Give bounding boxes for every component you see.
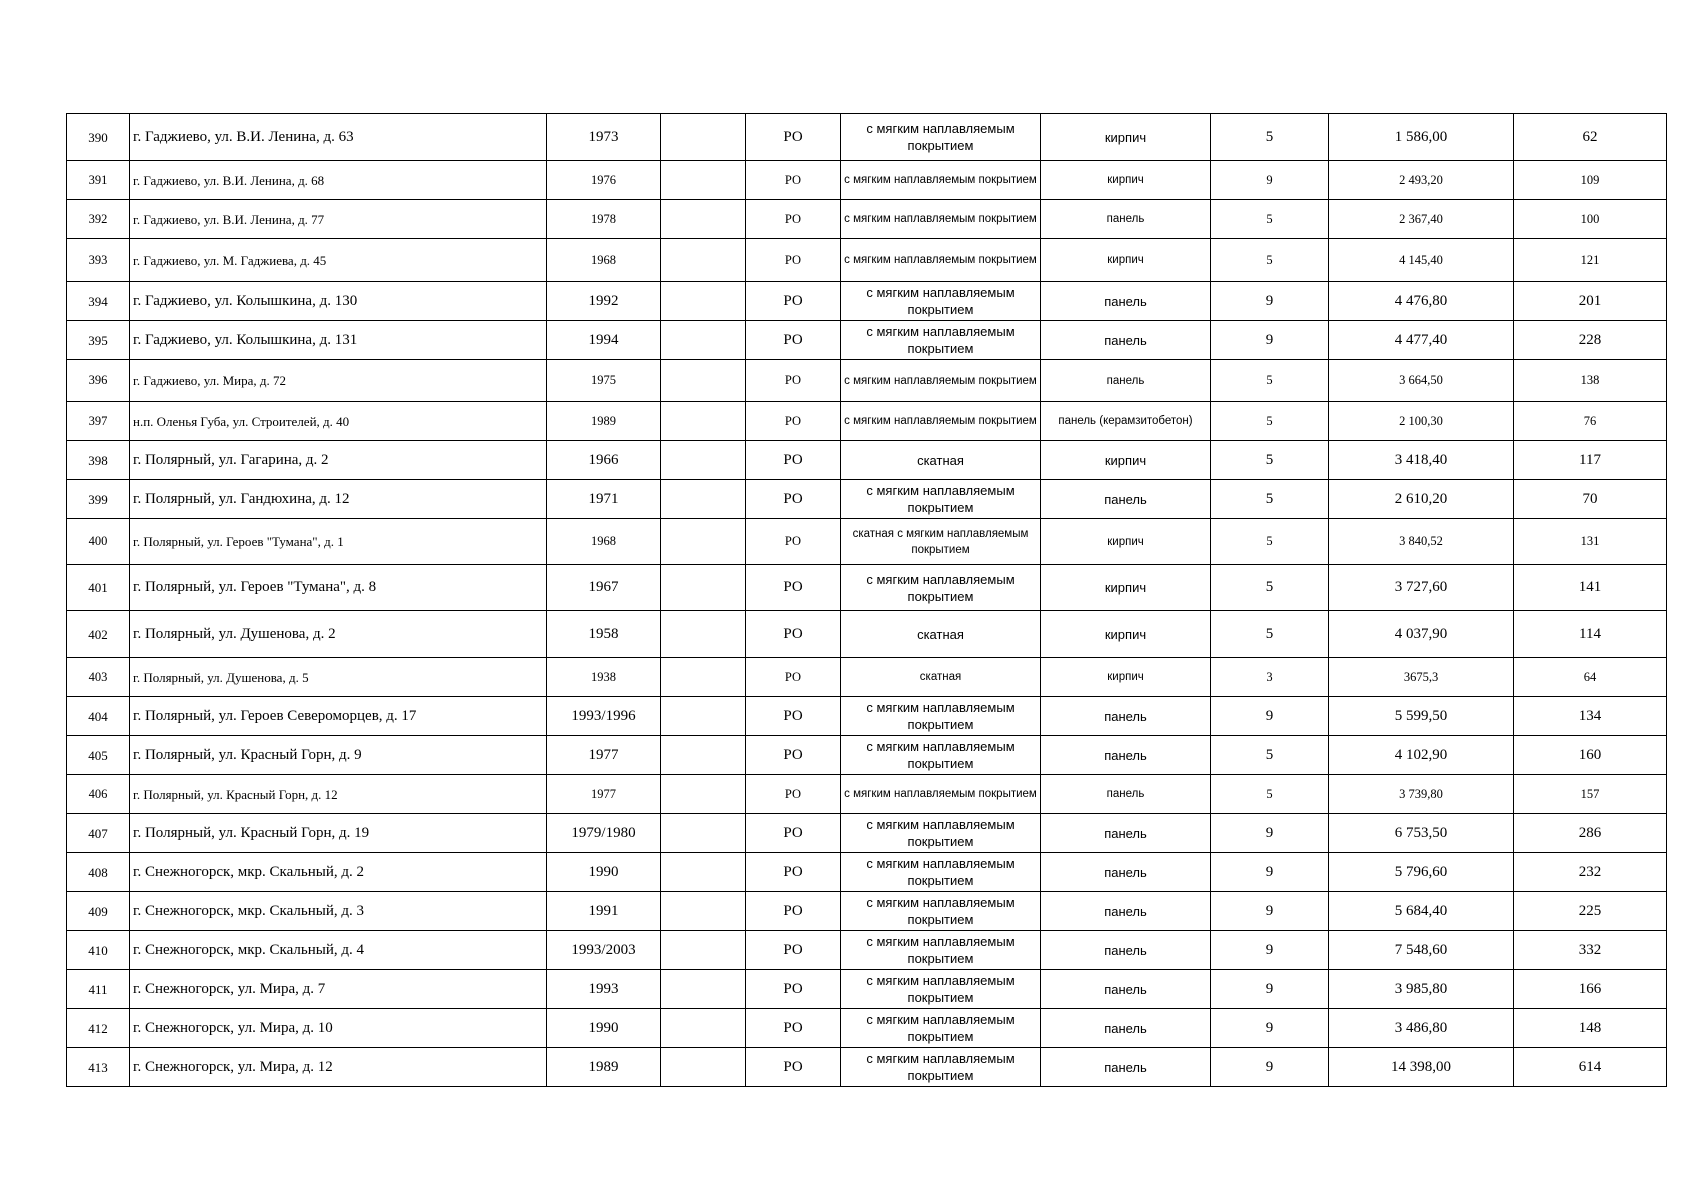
- table-row: [67, 814, 1667, 853]
- year-built-cell: 1989: [547, 402, 661, 441]
- floors-cell: 3: [1211, 658, 1329, 697]
- roof-type-cell: с мягким наплавляемым покрытием: [841, 360, 1041, 402]
- row-number-cell: 413: [67, 1048, 130, 1087]
- floors-cell: 5: [1211, 775, 1329, 814]
- empty-cell: [661, 519, 746, 565]
- table-row: [67, 658, 1667, 697]
- address-cell: г. Гаджиево, ул. М. Гаджиева, д. 45: [130, 239, 547, 282]
- floors-cell: 5: [1211, 239, 1329, 282]
- roof-type-cell: с мягким наплавляемым покрытием: [841, 814, 1041, 853]
- address-cell: г. Снежногорск, мкр. Скальный, д. 4: [130, 931, 547, 970]
- table-row: [67, 931, 1667, 970]
- residents-cell: 157: [1514, 775, 1667, 814]
- empty-cell: [661, 1048, 746, 1087]
- table-row: [67, 402, 1667, 441]
- area-cell: 3 727,60: [1329, 565, 1514, 611]
- ownership-type-cell: РО: [746, 114, 841, 161]
- roof-type-cell: с мягким наплавляемым покрытием: [841, 853, 1041, 892]
- empty-cell: [661, 658, 746, 697]
- residents-cell: 160: [1514, 736, 1667, 775]
- row-number-cell: 402: [67, 611, 130, 658]
- empty-cell: [661, 441, 746, 480]
- year-built-cell: 1968: [547, 239, 661, 282]
- wall-material-cell: кирпич: [1041, 441, 1211, 480]
- ownership-type-cell: РО: [746, 402, 841, 441]
- floors-cell: 5: [1211, 200, 1329, 239]
- year-built-cell: 1968: [547, 519, 661, 565]
- wall-material-cell: панель: [1041, 853, 1211, 892]
- year-built-cell: 1975: [547, 360, 661, 402]
- roof-type-cell: скатная: [841, 658, 1041, 697]
- wall-material-cell: панель: [1041, 697, 1211, 736]
- table-row: [67, 360, 1667, 402]
- address-cell: г. Гаджиево, ул. Колышкина, д. 130: [130, 282, 547, 321]
- area-cell: 5 796,60: [1329, 853, 1514, 892]
- table-row: [67, 1009, 1667, 1048]
- residents-cell: 114: [1514, 611, 1667, 658]
- floors-cell: 9: [1211, 321, 1329, 360]
- roof-type-cell: с мягким наплавляемым покрытием: [841, 1009, 1041, 1048]
- wall-material-cell: панель: [1041, 814, 1211, 853]
- roof-type-cell: скатная с мягким наплавляемым покрытием: [841, 519, 1041, 565]
- address-cell: г. Полярный, ул. Героев Североморцев, д. 17: [130, 697, 547, 736]
- year-built-cell: 1971: [547, 480, 661, 519]
- address-cell: г. Полярный, ул. Душенова, д. 2: [130, 611, 547, 658]
- year-built-cell: 1993/1996: [547, 697, 661, 736]
- row-number-cell: 406: [67, 775, 130, 814]
- area-cell: 3 985,80: [1329, 970, 1514, 1009]
- area-cell: 3675,3: [1329, 658, 1514, 697]
- area-cell: 14 398,00: [1329, 1048, 1514, 1087]
- address-cell: г. Снежногорск, ул. Мира, д. 10: [130, 1009, 547, 1048]
- area-cell: 3 739,80: [1329, 775, 1514, 814]
- wall-material-cell: панель: [1041, 892, 1211, 931]
- wall-material-cell: кирпич: [1041, 239, 1211, 282]
- row-number-cell: 400: [67, 519, 130, 565]
- table-row: [67, 892, 1667, 931]
- ownership-type-cell: РО: [746, 775, 841, 814]
- ownership-type-cell: РО: [746, 1048, 841, 1087]
- table-row: [67, 282, 1667, 321]
- residents-cell: 76: [1514, 402, 1667, 441]
- ownership-type-cell: РО: [746, 853, 841, 892]
- floors-cell: 5: [1211, 402, 1329, 441]
- row-number-cell: 399: [67, 480, 130, 519]
- empty-cell: [661, 970, 746, 1009]
- residents-cell: 286: [1514, 814, 1667, 853]
- wall-material-cell: панель: [1041, 321, 1211, 360]
- ownership-type-cell: РО: [746, 161, 841, 200]
- empty-cell: [661, 321, 746, 360]
- address-cell: г. Полярный, ул. Красный Горн, д. 19: [130, 814, 547, 853]
- row-number-cell: 396: [67, 360, 130, 402]
- empty-cell: [661, 814, 746, 853]
- empty-cell: [661, 853, 746, 892]
- table-row: [67, 970, 1667, 1009]
- ownership-type-cell: РО: [746, 239, 841, 282]
- year-built-cell: 1990: [547, 1009, 661, 1048]
- roof-type-cell: с мягким наплавляемым покрытием: [841, 970, 1041, 1009]
- wall-material-cell: панель: [1041, 200, 1211, 239]
- empty-cell: [661, 200, 746, 239]
- table-row: [67, 565, 1667, 611]
- table-row: [67, 697, 1667, 736]
- row-number-cell: 392: [67, 200, 130, 239]
- roof-type-cell: с мягким наплавляемым покрытием: [841, 1048, 1041, 1087]
- roof-type-cell: с мягким наплавляемым покрытием: [841, 736, 1041, 775]
- residents-cell: 225: [1514, 892, 1667, 931]
- area-cell: 6 753,50: [1329, 814, 1514, 853]
- ownership-type-cell: РО: [746, 814, 841, 853]
- empty-cell: [661, 282, 746, 321]
- address-cell: г. Снежногорск, мкр. Скальный, д. 2: [130, 853, 547, 892]
- area-cell: 3 840,52: [1329, 519, 1514, 565]
- address-cell: н.п. Оленья Губа, ул. Строителей, д. 40: [130, 402, 547, 441]
- wall-material-cell: кирпич: [1041, 658, 1211, 697]
- address-cell: г. Полярный, ул. Героев "Тумана", д. 8: [130, 565, 547, 611]
- row-number-cell: 394: [67, 282, 130, 321]
- roof-type-cell: с мягким наплавляемым покрытием: [841, 892, 1041, 931]
- floors-cell: 5: [1211, 360, 1329, 402]
- area-cell: 2 367,40: [1329, 200, 1514, 239]
- area-cell: 4 145,40: [1329, 239, 1514, 282]
- floors-cell: 5: [1211, 611, 1329, 658]
- area-cell: 2 610,20: [1329, 480, 1514, 519]
- empty-cell: [661, 736, 746, 775]
- row-number-cell: 408: [67, 853, 130, 892]
- table-row: [67, 114, 1667, 161]
- empty-cell: [661, 161, 746, 200]
- floors-cell: 5: [1211, 519, 1329, 565]
- row-number-cell: 390: [67, 114, 130, 161]
- roof-type-cell: с мягким наплавляемым покрытием: [841, 321, 1041, 360]
- table-row: [67, 200, 1667, 239]
- ownership-type-cell: РО: [746, 565, 841, 611]
- empty-cell: [661, 1009, 746, 1048]
- ownership-type-cell: РО: [746, 892, 841, 931]
- residents-cell: 100: [1514, 200, 1667, 239]
- ownership-type-cell: РО: [746, 282, 841, 321]
- address-cell: г. Снежногорск, мкр. Скальный, д. 3: [130, 892, 547, 931]
- wall-material-cell: кирпич: [1041, 114, 1211, 161]
- table-row: [67, 519, 1667, 565]
- year-built-cell: 1992: [547, 282, 661, 321]
- residents-cell: 332: [1514, 931, 1667, 970]
- year-built-cell: 1979/1980: [547, 814, 661, 853]
- address-cell: г. Полярный, ул. Гагарина, д. 2: [130, 441, 547, 480]
- wall-material-cell: панель: [1041, 736, 1211, 775]
- area-cell: 3 486,80: [1329, 1009, 1514, 1048]
- year-built-cell: 1938: [547, 658, 661, 697]
- floors-cell: 9: [1211, 892, 1329, 931]
- residents-cell: 109: [1514, 161, 1667, 200]
- residents-cell: 117: [1514, 441, 1667, 480]
- roof-type-cell: скатная: [841, 611, 1041, 658]
- residents-cell: 131: [1514, 519, 1667, 565]
- roof-type-cell: с мягким наплавляемым покрытием: [841, 480, 1041, 519]
- row-number-cell: 412: [67, 1009, 130, 1048]
- empty-cell: [661, 565, 746, 611]
- row-number-cell: 398: [67, 441, 130, 480]
- ownership-type-cell: РО: [746, 697, 841, 736]
- ownership-type-cell: РО: [746, 480, 841, 519]
- floors-cell: 9: [1211, 282, 1329, 321]
- residents-cell: 70: [1514, 480, 1667, 519]
- roof-type-cell: с мягким наплавляемым покрытием: [841, 931, 1041, 970]
- residents-cell: 141: [1514, 565, 1667, 611]
- residents-cell: 134: [1514, 697, 1667, 736]
- table-row: [67, 441, 1667, 480]
- address-cell: г. Полярный, ул. Душенова, д. 5: [130, 658, 547, 697]
- year-built-cell: 1973: [547, 114, 661, 161]
- wall-material-cell: панель: [1041, 480, 1211, 519]
- year-built-cell: 1993: [547, 970, 661, 1009]
- residents-cell: 138: [1514, 360, 1667, 402]
- empty-cell: [661, 480, 746, 519]
- empty-cell: [661, 402, 746, 441]
- roof-type-cell: с мягким наплавляемым покрытием: [841, 114, 1041, 161]
- wall-material-cell: панель (керамзитобетон): [1041, 402, 1211, 441]
- table-row: [67, 321, 1667, 360]
- table-row: [67, 853, 1667, 892]
- residents-cell: 148: [1514, 1009, 1667, 1048]
- table-row: [67, 775, 1667, 814]
- table-body: [67, 114, 1667, 1087]
- wall-material-cell: панель: [1041, 1009, 1211, 1048]
- roof-type-cell: с мягким наплавляемым покрытием: [841, 402, 1041, 441]
- empty-cell: [661, 697, 746, 736]
- wall-material-cell: кирпич: [1041, 161, 1211, 200]
- row-number-cell: 404: [67, 697, 130, 736]
- row-number-cell: 405: [67, 736, 130, 775]
- roof-type-cell: с мягким наплавляемым покрытием: [841, 282, 1041, 321]
- year-built-cell: 1991: [547, 892, 661, 931]
- table-row: [67, 161, 1667, 200]
- year-built-cell: 1977: [547, 775, 661, 814]
- ownership-type-cell: РО: [746, 931, 841, 970]
- area-cell: 2 493,20: [1329, 161, 1514, 200]
- row-number-cell: 393: [67, 239, 130, 282]
- housing-register-table: [66, 113, 1667, 1087]
- floors-cell: 5: [1211, 441, 1329, 480]
- row-number-cell: 410: [67, 931, 130, 970]
- roof-type-cell: с мягким наплавляемым покрытием: [841, 200, 1041, 239]
- residents-cell: 228: [1514, 321, 1667, 360]
- row-number-cell: 407: [67, 814, 130, 853]
- ownership-type-cell: РО: [746, 736, 841, 775]
- ownership-type-cell: РО: [746, 611, 841, 658]
- table-row: [67, 239, 1667, 282]
- address-cell: г. Снежногорск, ул. Мира, д. 7: [130, 970, 547, 1009]
- row-number-cell: 397: [67, 402, 130, 441]
- floors-cell: 5: [1211, 565, 1329, 611]
- wall-material-cell: панель: [1041, 775, 1211, 814]
- ownership-type-cell: РО: [746, 360, 841, 402]
- residents-cell: 232: [1514, 853, 1667, 892]
- address-cell: г. Полярный, ул. Гандюхина, д. 12: [130, 480, 547, 519]
- ownership-type-cell: РО: [746, 970, 841, 1009]
- area-cell: 3 664,50: [1329, 360, 1514, 402]
- wall-material-cell: панель: [1041, 282, 1211, 321]
- empty-cell: [661, 931, 746, 970]
- year-built-cell: 1967: [547, 565, 661, 611]
- area-cell: 5 684,40: [1329, 892, 1514, 931]
- wall-material-cell: кирпич: [1041, 611, 1211, 658]
- wall-material-cell: кирпич: [1041, 565, 1211, 611]
- residents-cell: 64: [1514, 658, 1667, 697]
- row-number-cell: 411: [67, 970, 130, 1009]
- floors-cell: 5: [1211, 480, 1329, 519]
- residents-cell: 121: [1514, 239, 1667, 282]
- floors-cell: 9: [1211, 161, 1329, 200]
- roof-type-cell: с мягким наплавляемым покрытием: [841, 775, 1041, 814]
- address-cell: г. Гаджиево, ул. В.И. Ленина, д. 63: [130, 114, 547, 161]
- ownership-type-cell: РО: [746, 321, 841, 360]
- area-cell: 2 100,30: [1329, 402, 1514, 441]
- roof-type-cell: с мягким наплавляемым покрытием: [841, 239, 1041, 282]
- row-number-cell: 395: [67, 321, 130, 360]
- area-cell: 4 037,90: [1329, 611, 1514, 658]
- area-cell: 1 586,00: [1329, 114, 1514, 161]
- ownership-type-cell: РО: [746, 200, 841, 239]
- residents-cell: 166: [1514, 970, 1667, 1009]
- empty-cell: [661, 892, 746, 931]
- address-cell: г. Гаджиево, ул. В.И. Ленина, д. 77: [130, 200, 547, 239]
- address-cell: г. Полярный, ул. Героев "Тумана", д. 1: [130, 519, 547, 565]
- area-cell: 5 599,50: [1329, 697, 1514, 736]
- residents-cell: 201: [1514, 282, 1667, 321]
- ownership-type-cell: РО: [746, 1009, 841, 1048]
- residents-cell: 614: [1514, 1048, 1667, 1087]
- address-cell: г. Полярный, ул. Красный Горн, д. 12: [130, 775, 547, 814]
- roof-type-cell: с мягким наплавляемым покрытием: [841, 697, 1041, 736]
- table-row: [67, 736, 1667, 775]
- empty-cell: [661, 239, 746, 282]
- wall-material-cell: панель: [1041, 1048, 1211, 1087]
- ownership-type-cell: РО: [746, 519, 841, 565]
- year-built-cell: 1977: [547, 736, 661, 775]
- year-built-cell: 1993/2003: [547, 931, 661, 970]
- floors-cell: 5: [1211, 114, 1329, 161]
- wall-material-cell: панель: [1041, 931, 1211, 970]
- table-row: [67, 1048, 1667, 1087]
- empty-cell: [661, 611, 746, 658]
- address-cell: г. Гаджиево, ул. В.И. Ленина, д. 68: [130, 161, 547, 200]
- empty-cell: [661, 114, 746, 161]
- address-cell: г. Снежногорск, ул. Мира, д. 12: [130, 1048, 547, 1087]
- year-built-cell: 1989: [547, 1048, 661, 1087]
- floors-cell: 9: [1211, 853, 1329, 892]
- floors-cell: 9: [1211, 970, 1329, 1009]
- ownership-type-cell: РО: [746, 441, 841, 480]
- row-number-cell: 409: [67, 892, 130, 931]
- roof-type-cell: с мягким наплавляемым покрытием: [841, 565, 1041, 611]
- area-cell: 7 548,60: [1329, 931, 1514, 970]
- roof-type-cell: скатная: [841, 441, 1041, 480]
- year-built-cell: 1958: [547, 611, 661, 658]
- year-built-cell: 1994: [547, 321, 661, 360]
- empty-cell: [661, 775, 746, 814]
- year-built-cell: 1966: [547, 441, 661, 480]
- floors-cell: 9: [1211, 931, 1329, 970]
- residents-cell: 62: [1514, 114, 1667, 161]
- floors-cell: 9: [1211, 1009, 1329, 1048]
- address-cell: г. Гаджиево, ул. Колышкина, д. 131: [130, 321, 547, 360]
- row-number-cell: 391: [67, 161, 130, 200]
- wall-material-cell: кирпич: [1041, 519, 1211, 565]
- empty-cell: [661, 360, 746, 402]
- row-number-cell: 401: [67, 565, 130, 611]
- area-cell: 4 477,40: [1329, 321, 1514, 360]
- wall-material-cell: панель: [1041, 970, 1211, 1009]
- floors-cell: 9: [1211, 814, 1329, 853]
- area-cell: 4 476,80: [1329, 282, 1514, 321]
- year-built-cell: 1976: [547, 161, 661, 200]
- floors-cell: 9: [1211, 1048, 1329, 1087]
- wall-material-cell: панель: [1041, 360, 1211, 402]
- area-cell: 4 102,90: [1329, 736, 1514, 775]
- address-cell: г. Гаджиево, ул. Мира, д. 72: [130, 360, 547, 402]
- address-cell: г. Полярный, ул. Красный Горн, д. 9: [130, 736, 547, 775]
- row-number-cell: 403: [67, 658, 130, 697]
- roof-type-cell: с мягким наплавляемым покрытием: [841, 161, 1041, 200]
- year-built-cell: 1978: [547, 200, 661, 239]
- year-built-cell: 1990: [547, 853, 661, 892]
- table-row: [67, 480, 1667, 519]
- area-cell: 3 418,40: [1329, 441, 1514, 480]
- ownership-type-cell: РО: [746, 658, 841, 697]
- floors-cell: 9: [1211, 697, 1329, 736]
- floors-cell: 5: [1211, 736, 1329, 775]
- table-row: [67, 611, 1667, 658]
